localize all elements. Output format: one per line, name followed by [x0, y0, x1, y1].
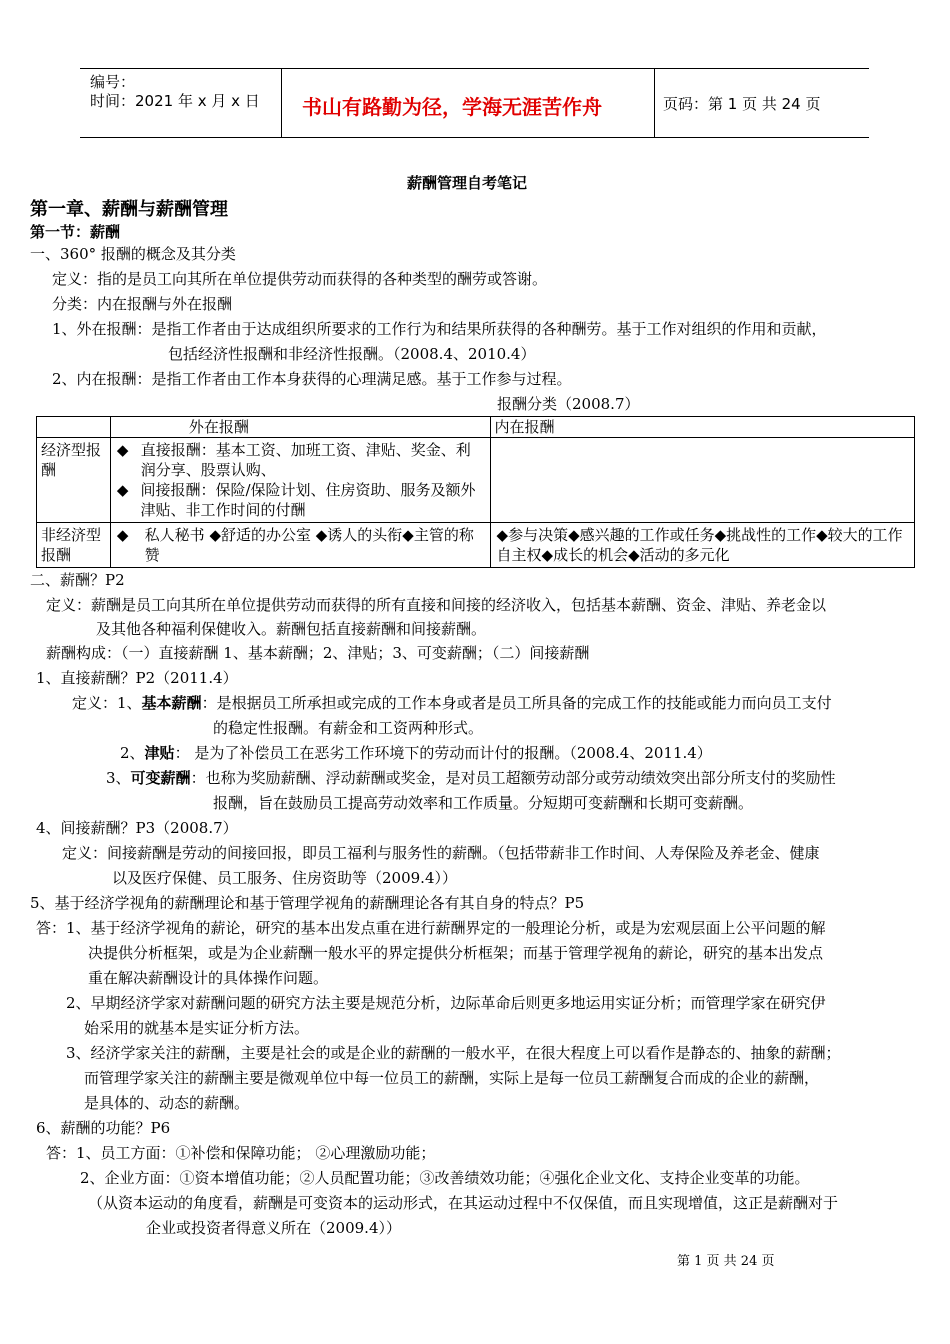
header-motto: 书山有路勤为径，学海无涯苦作舟 [302, 95, 602, 119]
theory-answer-3-line1: 3、经济学家关注的薪酬，主要是社会的或是企业的薪酬的一般水平，在很大程度上可以看作是静态的、抽象的薪酬； [66, 1044, 841, 1062]
variable-pay-text: ：也称为奖励薪酬、浮动薪酬或奖金，是对员工超额劳动部分或劳动绩效突出部分所支付的奖励性 [190, 769, 836, 787]
header-page-cell [655, 69, 869, 137]
heading-indirect-salary: 4、间接薪酬？P3（2008.7） [36, 819, 238, 837]
functions-employee: 答：1、员工方面：①补偿和保障功能； ②心理激励功能； [46, 1144, 436, 1162]
theory-answer-1-line1: 答：1、基于经济学视角的薪论，研究的基本出发点重在进行薪酬界定的一般理论分析，或是为宏观层面上公平问题的解 [36, 919, 826, 937]
table-caption: 报酬分类（2008.7） [497, 395, 640, 413]
section-title: 第一节：薪酬 [30, 223, 121, 241]
table-row [37, 438, 915, 523]
heading-salary: 二、薪酬？P2 [30, 571, 125, 589]
theory-answer-2-line2: 始采用的就基本是实证分析方法。 [84, 1019, 310, 1037]
list-item [117, 480, 484, 520]
capital-note-line1: （从资本运动的角度看，薪酬是可变资本的运动形式，在其运动过程中不仅保值，而且实现增值，这正是薪酬对于 [88, 1194, 839, 1212]
row-label-non-economic: 非经济型报酬 [37, 523, 111, 568]
reward-classification-table [36, 416, 915, 568]
chapter-title: 第一章、薪酬与薪酬管理 [30, 199, 228, 220]
non-economic-external-text: 私人秘书 ◆舒适的办公室 ◆诱人的头衔◆主管的称赞 [144, 526, 474, 564]
reward-definition: 定义：指的是员工向其所在单位提供劳动而获得的各种类型的酬劳或答谢。 [52, 270, 548, 288]
base-salary-line1 [72, 691, 832, 715]
list-item [117, 440, 484, 480]
theory-answer-2-line1: 2、早期经济学家对薪酬问题的研究方法主要是规范分析，边际革命后则更多地运用实证分析；而管理学家在研究伊 [66, 994, 826, 1012]
header-meta-cell [80, 69, 282, 137]
base-salary-text: ：是根据员工所承担或完成的工作本身或者是员工所具备的完成工作的技能或能力而向员工支付 [201, 694, 832, 712]
indirect-salary-line1: 定义：间接薪酬是劳动的间接回报，即员工福利与服务性的薪酬。（包括带薪非工作时间、人寿保险及养老金、健康 [62, 844, 820, 862]
allowance-term: 津贴 [144, 744, 175, 762]
indirect-salary-line2: 以及医疗保健、员工服务、住房资助等（2009.4）） [112, 869, 457, 887]
list-item [117, 525, 484, 565]
page-footer: 第 1 页 共 24 页 [677, 1254, 775, 1269]
variable-pay-prefix: 3、 [106, 769, 131, 787]
table-row [37, 523, 915, 568]
bullet-icon: ◆ [116, 526, 129, 544]
row-label-economic: 经济型报酬 [37, 438, 111, 523]
header-motto-cell [282, 69, 655, 137]
base-salary-prefix: 定义：1、 [72, 694, 142, 712]
variable-pay-line1 [106, 766, 836, 790]
document-number-label: 编号： [90, 73, 136, 91]
heading-direct-salary: 1、直接薪酬？P2（2011.4） [36, 669, 238, 687]
document-title: 薪酬管理自考笔记 [407, 174, 528, 192]
capital-note-line2: 企业或投资者得意义所在（2009.4）） [146, 1219, 401, 1237]
direct-reward-text: 直接报酬：基本工资、加班工资、津贴、奖金、利润分享、股票认购、 [140, 441, 471, 479]
heading-salary-theories: 5、基于经济学视角的薪酬理论和基于管理学视角的薪酬理论各有其自身的特点？P5 [30, 894, 585, 912]
functions-enterprise: 2、企业方面：①资本增值功能；②人员配置功能；③改善绩效功能；④强化企业文化、支持企业变革的功能。 [80, 1169, 810, 1187]
variable-pay-line2: 报酬，旨在鼓励员工提高劳动效率和工作质量。分短期可变薪酬和长期可变薪酬。 [213, 794, 754, 812]
allowance-text: ： 是为了补偿员工在恶劣工作环境下的劳动而计付的报酬。（2008.4、2011.4） [174, 744, 712, 762]
salary-definition-line1: 定义：薪酬是员工向其所在单位提供劳动而获得的所有直接和间接的经济收入，包括基本薪酬、资金、津贴、养老金以 [46, 596, 827, 614]
allowance-line [120, 741, 712, 765]
table-header-cell: 外在报酬 [110, 417, 490, 438]
bullet-icon: ◆ [116, 441, 129, 459]
non-economic-internal-cell: ◆参与决策◆感兴趣的工作或任务◆挑战性的工作◆较大的工作自主权◆成长的机会◆活动的多元化 [490, 523, 914, 568]
document-date-label: 时间：2021 年 x 月 x 日 [90, 92, 260, 110]
page-header [80, 68, 869, 138]
economic-internal-cell [490, 438, 914, 523]
non-economic-external-cell [110, 523, 490, 568]
base-salary-line2: 的稳定性报酬。有薪金和工资两种形式。 [213, 719, 484, 737]
salary-composition: 薪酬构成：（一）直接薪酬 1、基本薪酬；2、津贴；3、可变薪酬；（二）间接薪酬 [46, 644, 590, 662]
allowance-prefix: 2、 [120, 744, 145, 762]
heading-reward-concept: 一、360° 报酬的概念及其分类 [30, 245, 236, 263]
reward-classification: 分类：内在报酬与外在报酬 [52, 295, 233, 313]
bullet-icon: ◆ [116, 481, 129, 499]
economic-external-cell [110, 438, 490, 523]
heading-salary-functions: 6、薪酬的功能？P6 [36, 1119, 171, 1137]
external-reward-line1: 1、外在报酬：是指工作者由于达成组织所要求的工作行为和结果所获得的各种酬劳。基于工作对组织的作用和贡献， [52, 320, 827, 338]
variable-pay-term: 可变薪酬 [130, 769, 191, 787]
table-header-cell: 内在报酬 [490, 417, 914, 438]
theory-answer-1-line3: 重在解决薪酬设计的具体操作问题。 [88, 969, 329, 987]
header-page-info: 页码：第 1 页 共 24 页 [663, 95, 821, 113]
base-salary-term: 基本薪酬 [141, 694, 202, 712]
indirect-reward-text: 间接报酬：保险/保险计划、住房资助、服务及额外津贴、非工作时间的付酬 [140, 481, 476, 519]
salary-definition-line2: 及其他各种福利保健收入。薪酬包括直接薪酬和间接薪酬。 [96, 620, 487, 638]
internal-reward-line: 2、内在报酬：是指工作者由工作本身获得的心理满足感。基于工作参与过程。 [52, 370, 572, 388]
external-reward-line2: 包括经济性报酬和非经济性报酬。（2008.4、2010.4） [168, 345, 536, 363]
table-header-row [37, 417, 915, 438]
theory-answer-3-line3: 是具体的、动态的薪酬。 [84, 1094, 250, 1112]
table-header-cell [37, 417, 111, 438]
theory-answer-3-line2: 而管理学家关注的薪酬主要是微观单位中每一位员工的薪酬，实际上是每一位员工薪酬复合而成的企业的薪酬， [84, 1069, 820, 1087]
theory-answer-1-line2: 决提供分析框架，或是为企业薪酬一般水平的界定提供分析框架；而基于管理学视角的薪论，研究的基本出发点 [88, 944, 824, 962]
